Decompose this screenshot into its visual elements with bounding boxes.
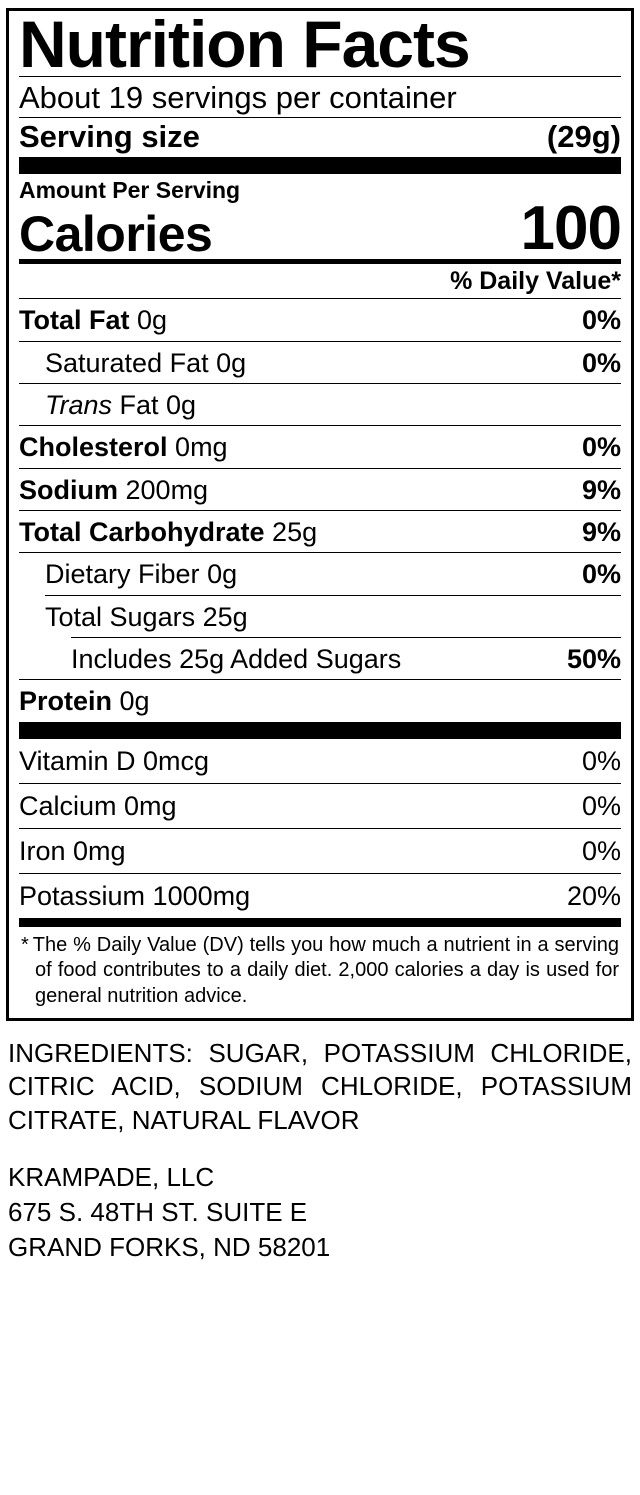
vitamin-dv: 0% — [581, 745, 621, 776]
calories-value: 100 — [520, 194, 621, 264]
nutrient-name: Saturated Fat — [45, 347, 209, 378]
nutrient-amount: 200mg — [125, 474, 209, 505]
vitamin-name: Vitamin D 0mcg — [19, 745, 210, 776]
nutrient-dv: 0% — [581, 559, 621, 590]
company-address-line2: GRAND FORKS, ND 58201 — [8, 1232, 331, 1263]
nutrient-name: Cholesterol — [19, 432, 168, 463]
vitamin-row-iron — [19, 829, 621, 873]
vitamin-dv: 0% — [581, 835, 621, 866]
nutrient-name: Trans — [45, 390, 113, 421]
amount-per-serving-label: Amount Per Serving — [19, 177, 241, 204]
nutrient-name: Sodium — [19, 474, 118, 505]
calories-row — [19, 194, 621, 264]
divider-thick-vitamins — [19, 722, 621, 739]
vitamin-name: Calcium 0mg — [19, 790, 177, 821]
nutrient-row-saturated-fat — [19, 342, 621, 383]
nutrient-amount: 25g — [202, 601, 248, 632]
footnote-star: * — [21, 933, 29, 956]
nutrient-row-total-sugars — [19, 596, 621, 637]
nutrient-name: Total Fat — [19, 305, 130, 336]
nutrient-row-added-sugars — [19, 638, 621, 679]
vitamin-row-vitamin-d — [19, 739, 621, 783]
nutrient-row-dietary-fiber — [19, 553, 621, 594]
nutrient-amount: 0g — [119, 686, 150, 717]
nutrient-amount: 0g — [207, 559, 238, 590]
company-block — [8, 1160, 632, 1265]
nutrient-row-total-carbohydrate — [19, 511, 621, 552]
vitamin-row-calcium — [19, 784, 621, 828]
nutrient-amount: 0mg — [175, 432, 228, 463]
nutrient-amount: 0g — [137, 305, 168, 336]
serving-size-label: Serving size — [19, 119, 200, 155]
serving-size-row — [19, 118, 621, 157]
nutrient-amount: 25g — [272, 517, 318, 548]
daily-value-footnote — [19, 927, 621, 1010]
nutrient-dv: 0% — [581, 305, 621, 336]
nutrient-dv: 50% — [566, 644, 621, 675]
vitamin-dv: 0% — [581, 790, 621, 821]
nutrient-name: Total Carbohydrate — [19, 517, 265, 548]
footnote-text: The % Daily Value (DV) tells you how much a nutrient in a serving of food contributes to a daily diet. 2,000 calories a day is used for general nutrition advice. — [32, 933, 619, 1007]
vitamin-dv: 20% — [566, 880, 621, 911]
ingredients-text: INGREDIENTS: SUGAR, POTASSIUM CHLORIDE, CITRIC ACID, SODIUM CHLORIDE, POTASSIUM CITRATE, NATURAL FLAVOR — [8, 1037, 632, 1136]
vitamin-name: Potassium 1000mg — [19, 880, 251, 911]
daily-value-header: % Daily Value* — [450, 267, 621, 296]
nutrient-dv: 0% — [581, 432, 621, 463]
nutrient-row-protein — [19, 680, 621, 721]
divider-footnote — [19, 918, 621, 927]
nutrient-amount: Fat 0g — [119, 390, 197, 421]
nutrient-row-trans-fat — [19, 384, 621, 425]
nutrient-row-total-fat — [19, 299, 621, 340]
company-name: KRAMPADE, LLC — [8, 1161, 215, 1192]
nutrient-row-sodium — [19, 469, 621, 510]
nutrient-name: Protein — [19, 686, 113, 717]
nutrient-dv: 0% — [581, 347, 621, 378]
nutrient-name: Includes 25g Added Sugars — [71, 644, 402, 675]
divider-thick-top — [19, 157, 621, 174]
nutrient-name: Dietary Fiber — [45, 559, 200, 590]
nutrient-row-cholesterol — [19, 426, 621, 467]
serving-size-value: (29g) — [546, 119, 621, 155]
nutrient-dv: 9% — [581, 474, 621, 505]
page-title: Nutrition Facts — [19, 7, 470, 81]
calories-label: Calories — [19, 206, 213, 263]
nutrition-facts-panel — [6, 8, 634, 1021]
nutrient-amount: 0g — [216, 347, 247, 378]
nutrient-dv: 9% — [581, 517, 621, 548]
vitamin-row-potassium — [19, 874, 621, 918]
nutrient-name: Total Sugars — [45, 601, 196, 632]
company-address-line1: 675 S. 48TH ST. SUITE E — [8, 1197, 308, 1228]
servings-per-container: About 19 servings per container — [19, 79, 457, 115]
vitamin-name: Iron 0mg — [19, 835, 126, 866]
